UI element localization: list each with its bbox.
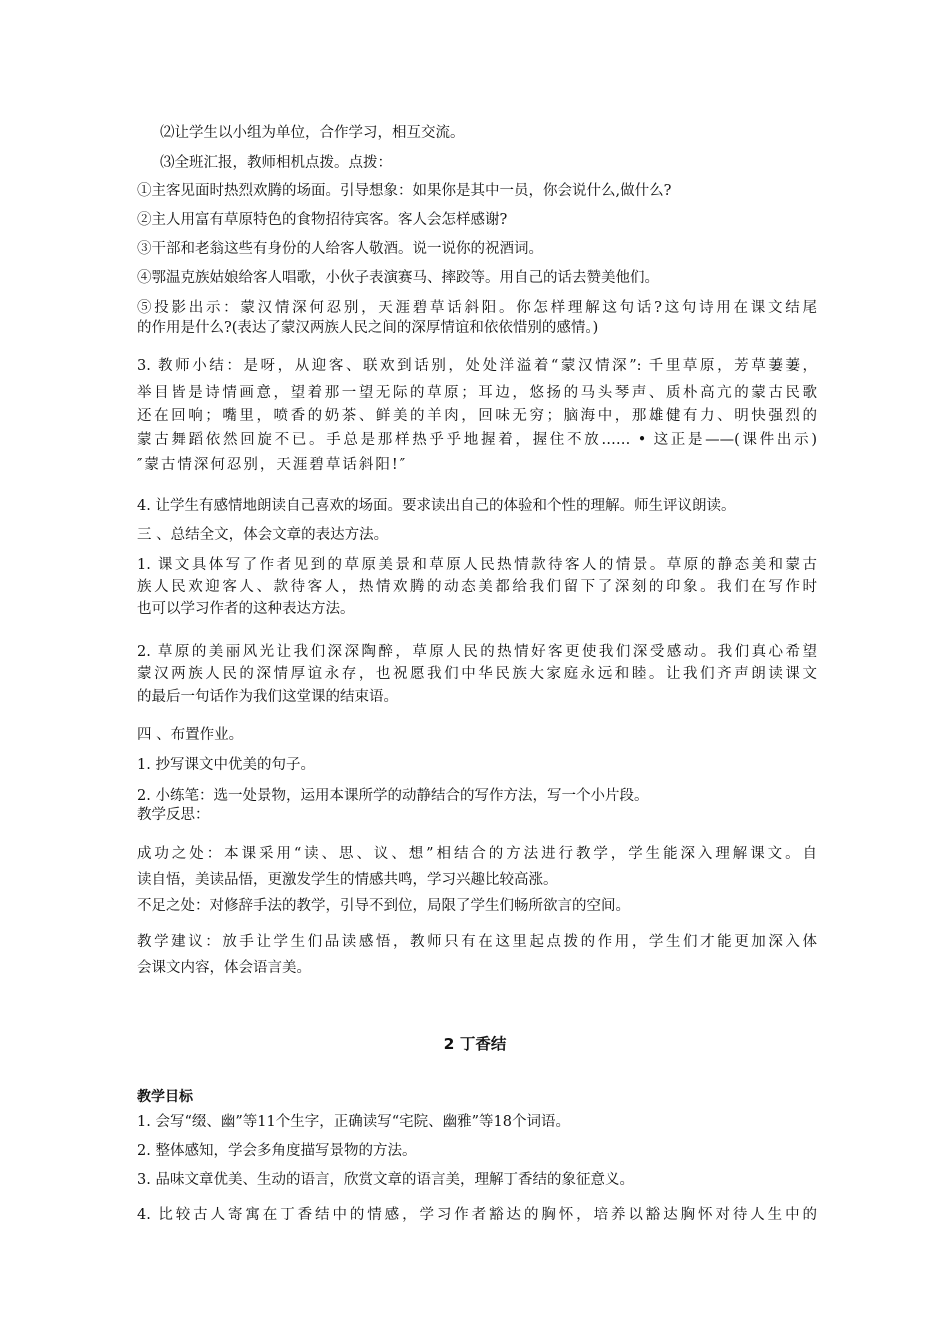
text-line: 教学反思：	[137, 807, 210, 823]
text-line: ②主人用富有草原特色的食物招待宾客。客人会怎样感谢?	[137, 212, 508, 228]
text-line: 成功之处：本课采用“读、思、议、想”相结合的方法进行教学，学生能深入理解课文。自	[137, 846, 817, 862]
text-line: 2. 小练笔：选一处景物，运用本课所学的动静结合的写作方法，写一个小片段。	[137, 788, 649, 804]
text-line: 不足之处：对修辞手法的教学，引导不到位，局限了学生们畅所欲言的空间。	[137, 898, 630, 914]
text-line: 读自悟，美读品悟，更激发学生的情感共鸣，学习兴趣比较高涨。	[137, 872, 558, 888]
text-line: ⑵让学生以小组为单位，合作学习，相互交流。	[160, 125, 465, 141]
text-line: 的最后一句话作为我们这堂课的结束语。	[137, 689, 398, 705]
text-line: ④鄂温克族姑娘给客人唱歌，小伙子表演赛马、摔跤等。用自己的话去赞美他们。	[137, 270, 659, 286]
text-line: 也可以学习作者的这种表达方法。	[137, 601, 355, 617]
text-line: 1. 抄写课文中优美的句子。	[137, 757, 315, 773]
goal-item: 1. 会写“缀、幽”等11个生字，正确读写“宅院、幽雅”等18个词语。	[137, 1114, 570, 1130]
text-line: ③干部和老翁这些有身份的人给客人敬酒。说一说你的祝酒词。	[137, 241, 543, 257]
goal-item: 4. 比较古人寄寓在丁香结中的情感，学习作者豁达的胸怀，培养以豁达胸怀对待人生中的	[137, 1207, 817, 1223]
text-line: ①主客见面时热烈欢腾的场面。引导想象：如果你是其中一员，你会说什么,做什么?	[137, 183, 672, 199]
text-line: 1. 课文具体写了作者见到的草原美景和草原人民热情款待客人的情景。草原的静态美和蒙古	[137, 557, 817, 573]
text-line: 教学建议：放手让学生们品读感悟，教师只有在这里起点拨的作用，学生们才能更加深入体	[137, 934, 817, 950]
text-line: 会课文内容，体会语言美。	[137, 960, 311, 976]
text-line: ″蒙古情深何忍别，天涯碧草话斜阳!″	[137, 457, 408, 473]
text-line: 三 、总结全文，体会文章的表达方法。	[137, 527, 389, 543]
text-line: 3. 教师小结：是呀，从迎客、联欢到话别，处处洋溢着“蒙汉情深”: 千里草原，芳草萋萋，	[137, 358, 817, 374]
text-line: 蒙古舞蹈依然回旋不已。手总是那样热乎乎地握着，握住不放…… • 这正是——(课件出示)	[137, 432, 817, 448]
text-line: ⑶全班汇报，教师相机点拨。点拨：	[160, 155, 392, 171]
goals-heading: 教学目标	[137, 1089, 193, 1105]
goal-item: 3. 品味文章优美、生动的语言，欣赏文章的语言美，理解丁香结的象征意义。	[137, 1172, 634, 1188]
text-line: 举目皆是诗情画意，望着那一望无际的草原；耳边，悠扬的马头琴声、质朴高亢的蒙古民歌	[137, 385, 817, 401]
text-line: 的作用是什么?(表达了蒙汉两族人民之间的深厚情谊和依依惜别的感情。)	[137, 320, 599, 336]
text-line: 四 、布置作业。	[137, 727, 244, 743]
text-line: 蒙汉两族人民的深情厚谊永存，也祝愿我们中华民族大家庭永远和睦。让我们齐声朗读课文	[137, 666, 817, 682]
text-line: ⑤投影出示：蒙汉情深何忍别，天涯碧草话斜阳。你怎样理解这句话?这句诗用在课文结尾	[137, 300, 817, 316]
text-line: 还在回响；嘴里，喷香的奶茶、鲜美的羊肉，回味无穷；脑海中，那雄健有力、明快强烈的	[137, 408, 817, 424]
text-line: 4. 让学生有感情地朗读自己喜欢的场面。要求读出自己的体验和个性的理解。师生评议朗读。	[137, 498, 736, 514]
goal-item: 2. 整体感知，学会多角度描写景物的方法。	[137, 1143, 417, 1159]
lesson-title: 2 丁香结	[443, 1035, 507, 1053]
text-line: 族人民欢迎客人、款待客人，热情欢腾的动态美都给我们留下了深刻的印象。我们在写作时	[137, 579, 817, 595]
text-line: 2. 草原的美丽风光让我们深深陶醉，草原人民的热情好客更使我们深受感动。我们真心希望	[137, 644, 817, 660]
